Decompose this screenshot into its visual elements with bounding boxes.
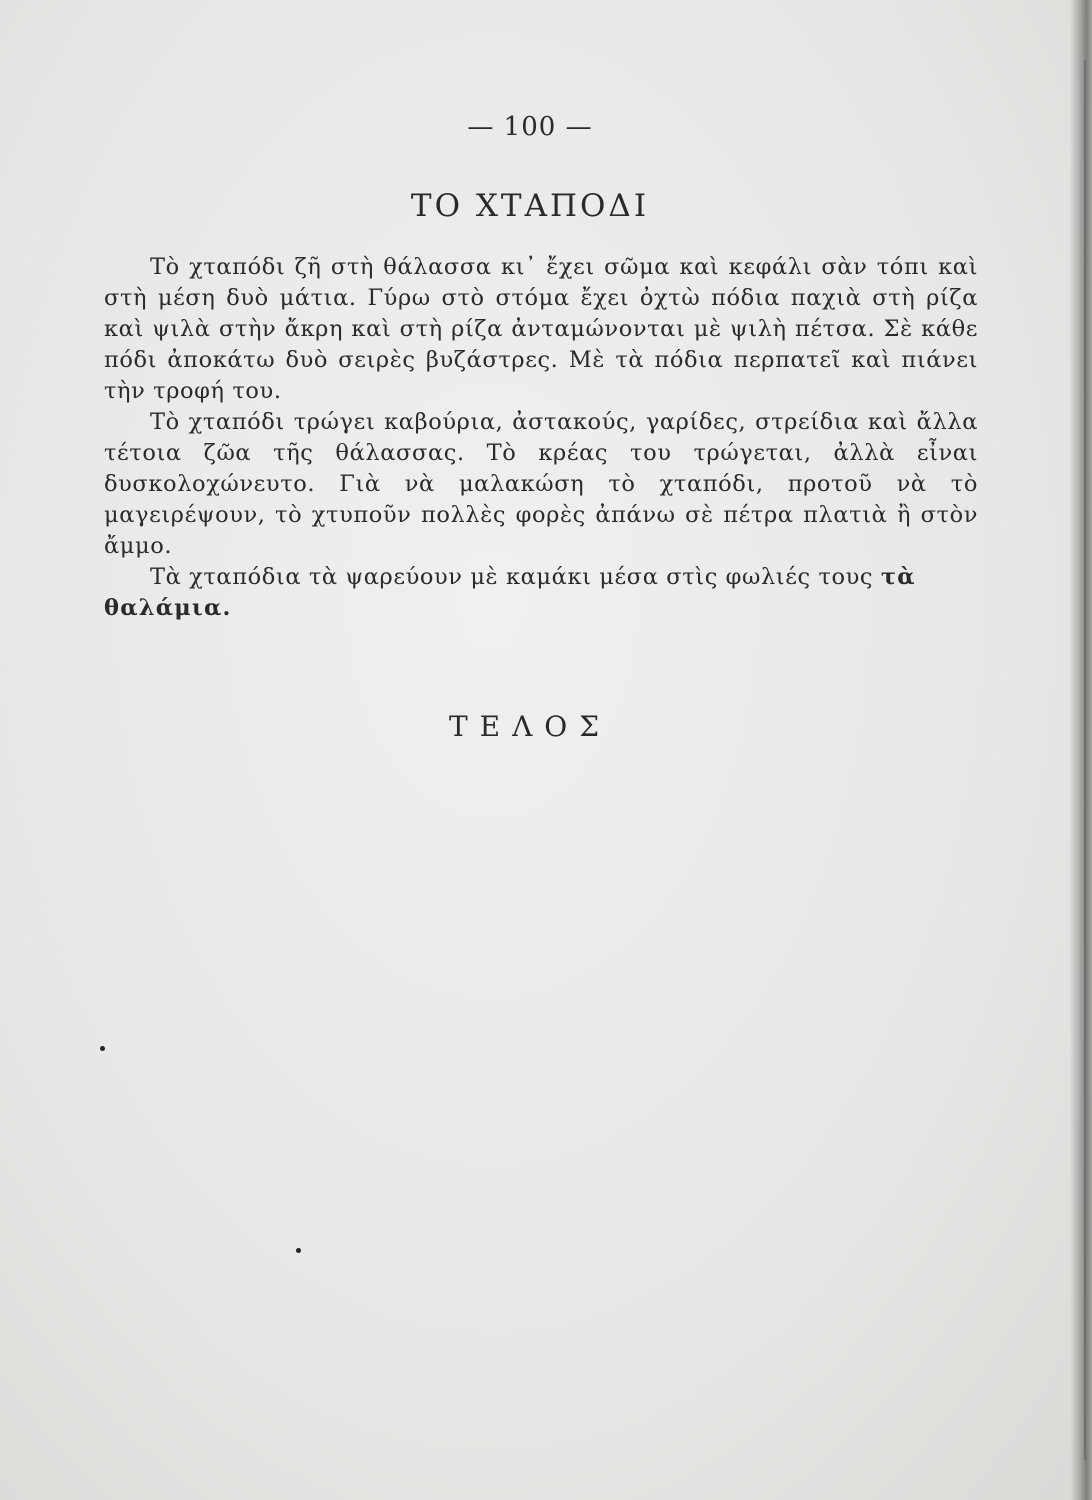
paragraph-2: Τὸ χταπόδι τρώγει καβούρια, ἀστακούς, γαρίδες, στρείδια καὶ ἄλλα τέτοια ζῶα τῆς θάλασσας. Τὸ κρέας του τρώγεται, ἀλλὰ εἶναι δυσκολοχώνευτο. Γιὰ νὰ μαλακώση τὸ χταπόδι, προτοῦ νὰ τὸ μαγειρέψουν, τὸ χτυποῦν πολλὲς φορὲς ἀπάνω σὲ πέτρα πλατιὰ ἢ στὸν ἄμμο.	[104, 409, 978, 559]
page-edge-shadow	[1070, 0, 1092, 1500]
binding-line	[1084, 60, 1086, 1460]
paragraph-3-text: Τὰ χταπόδια τὰ ψαρεύουν μὲ καμάκι μέσα στὶς φωλιές τους	[150, 564, 874, 590]
chapter-title: ΤΟ ΧΤΑΠΟΔΙ	[410, 188, 650, 224]
paragraph-3-bold-phrase: τὰ θαλάμια.	[104, 564, 916, 621]
paragraph-3	[104, 562, 978, 624]
page-number: — 100 —	[467, 112, 593, 142]
paragraph-1: Τὸ χταπόδι ζῆ στὴ θάλασσα κι᾿ ἔχει σῶμα καὶ κεφάλι σὰν τόπι καὶ στὴ μέση δυὸ μάτια. Γύρω στὸ στόμα ἔχει ὀχτὼ πόδια παχιὰ στὴ ρίζα καὶ ψιλὰ στὴν ἄκρη καὶ στὴ ρίζα ἀνταμώνονται μὲ ψιλὴ πέτσα. Σὲ κάθε πόδι ἀποκάτω δυὸ σειρὲς βυζάστρες. Μὲ τὰ πόδια περπατεῖ καὶ πιάνει τὴν τροφή του.	[104, 254, 978, 404]
body-text	[104, 252, 978, 624]
ink-speck	[100, 1046, 105, 1051]
ink-speck	[296, 1248, 301, 1253]
end-mark: ΤΕΛΟΣ	[448, 710, 612, 743]
